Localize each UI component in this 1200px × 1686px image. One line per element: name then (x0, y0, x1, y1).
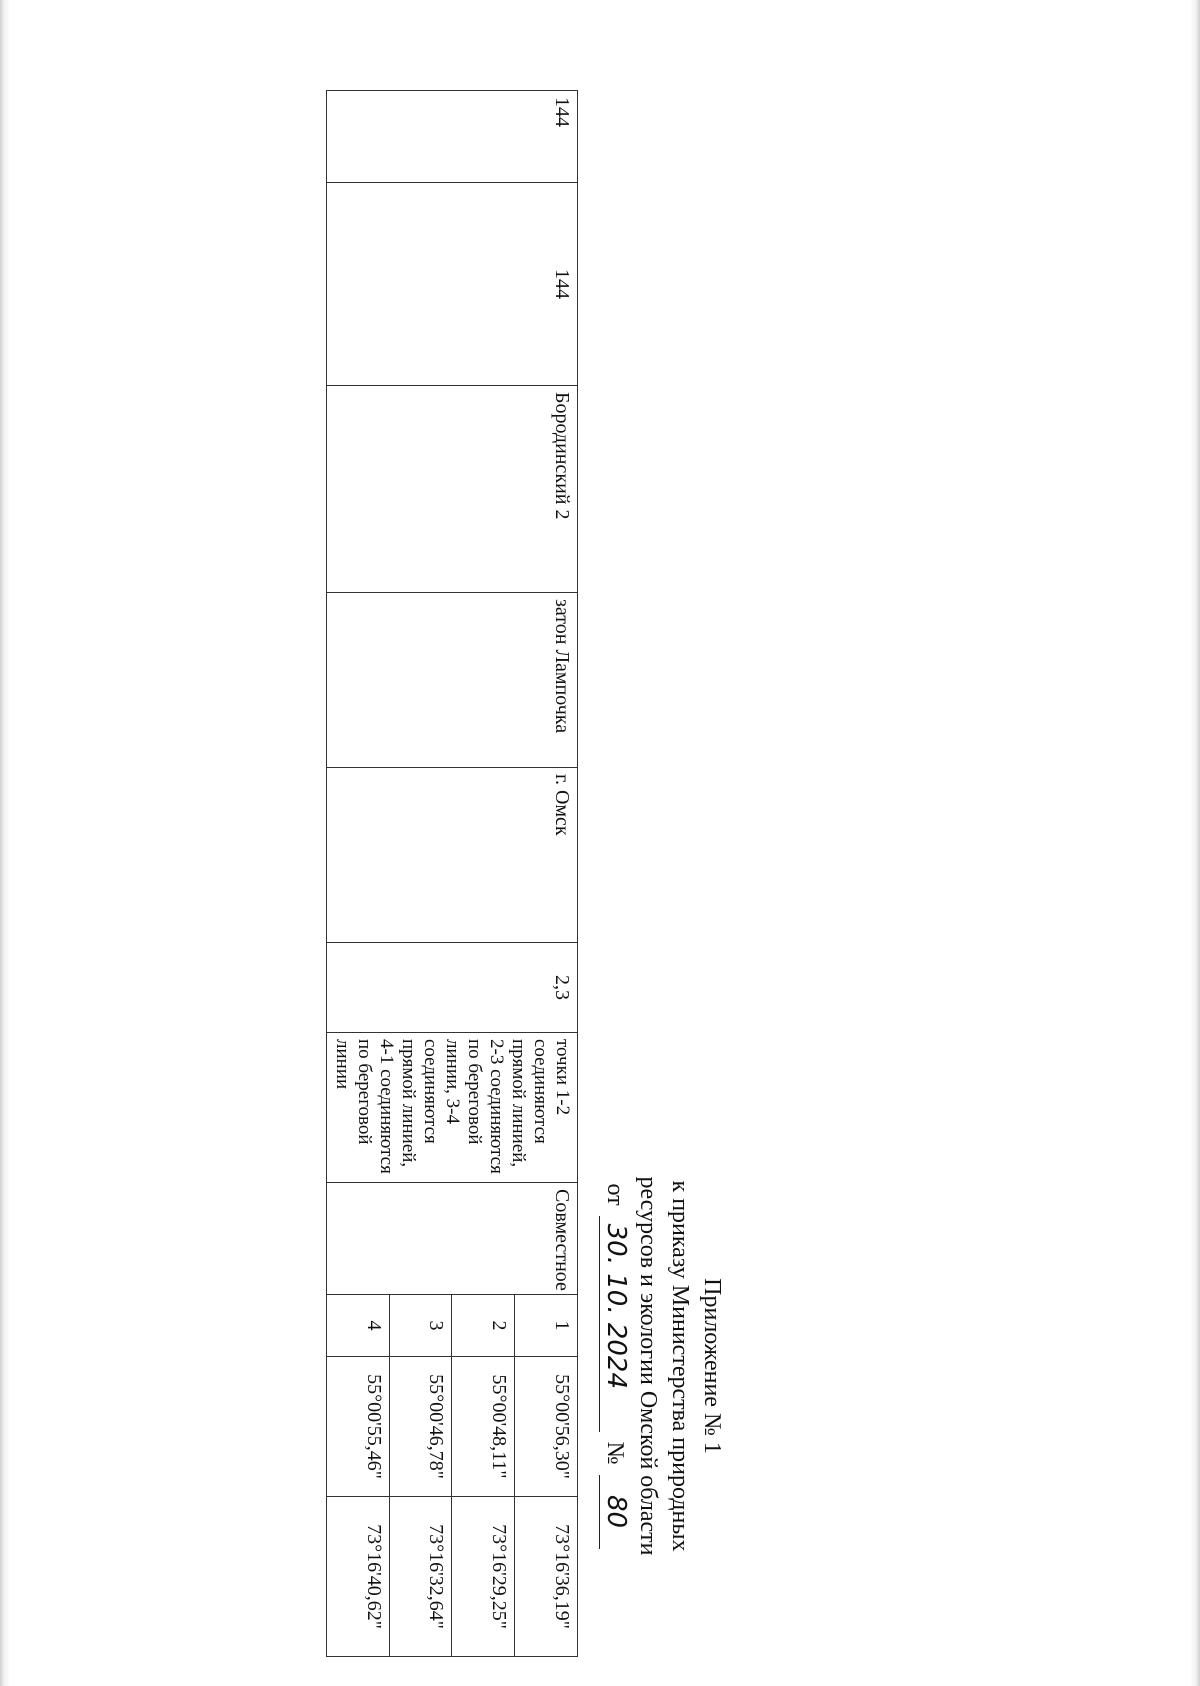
water-body-cell: затон Лампочка (327, 593, 578, 768)
table-row (515, 91, 578, 1657)
area-name-cell: Бородинский 2 (327, 386, 578, 593)
appendix-title: Приложение № 1 (699, 1278, 725, 1454)
appendix-header (599, 1086, 728, 1646)
area-size-cell: 2,3 (327, 943, 578, 1033)
latitude-cell: 55°00'56,30" (515, 1357, 578, 1497)
date-number-line (599, 1086, 632, 1646)
longitude-cell: 73°16'32,64" (389, 1497, 452, 1657)
latitude-cell: 55°00'46,78" (389, 1357, 452, 1497)
handwritten-date: 30. 10. 2024 (599, 1216, 632, 1432)
location-cell: г. Омск (327, 768, 578, 943)
fishing-area-table (326, 90, 578, 1657)
point-number-cell: 3 (389, 1295, 452, 1357)
boundary-description-cell: точки 1-2 соединяются прямой линией, 2-3 соединяются по береговой линии, 3-4 соединяются прямой линией, 4-1 соединяются по береговой линии (327, 1033, 578, 1183)
ministry-line: ресурсов и экологии Омской области (635, 1176, 661, 1556)
point-number-cell: 4 (327, 1295, 390, 1357)
rotated-page (328, 90, 738, 1656)
date-prefix: от (602, 1183, 628, 1206)
scan-edge-right (1190, 0, 1200, 1686)
point-number-cell: 2 (452, 1295, 515, 1357)
latitude-cell: 55°00'48,11" (452, 1357, 515, 1497)
handwritten-number: 80 (599, 1475, 632, 1549)
longitude-cell: 73°16'36,19" (515, 1497, 578, 1657)
order-reference-line: к приказу Министерства природных (667, 1180, 693, 1552)
scan-edge-left (0, 0, 10, 1686)
longitude-cell: 73°16'29,25" (452, 1497, 515, 1657)
row-number-cell: 144 (327, 91, 578, 183)
use-type-cell: Совместное (327, 1183, 578, 1295)
area-number-cell: 144 (327, 183, 578, 386)
latitude-cell: 55°00'55,46" (327, 1357, 390, 1497)
point-number-cell: 1 (515, 1295, 578, 1357)
longitude-cell: 73°16'40,62" (327, 1497, 390, 1657)
number-prefix: № (602, 1441, 628, 1465)
